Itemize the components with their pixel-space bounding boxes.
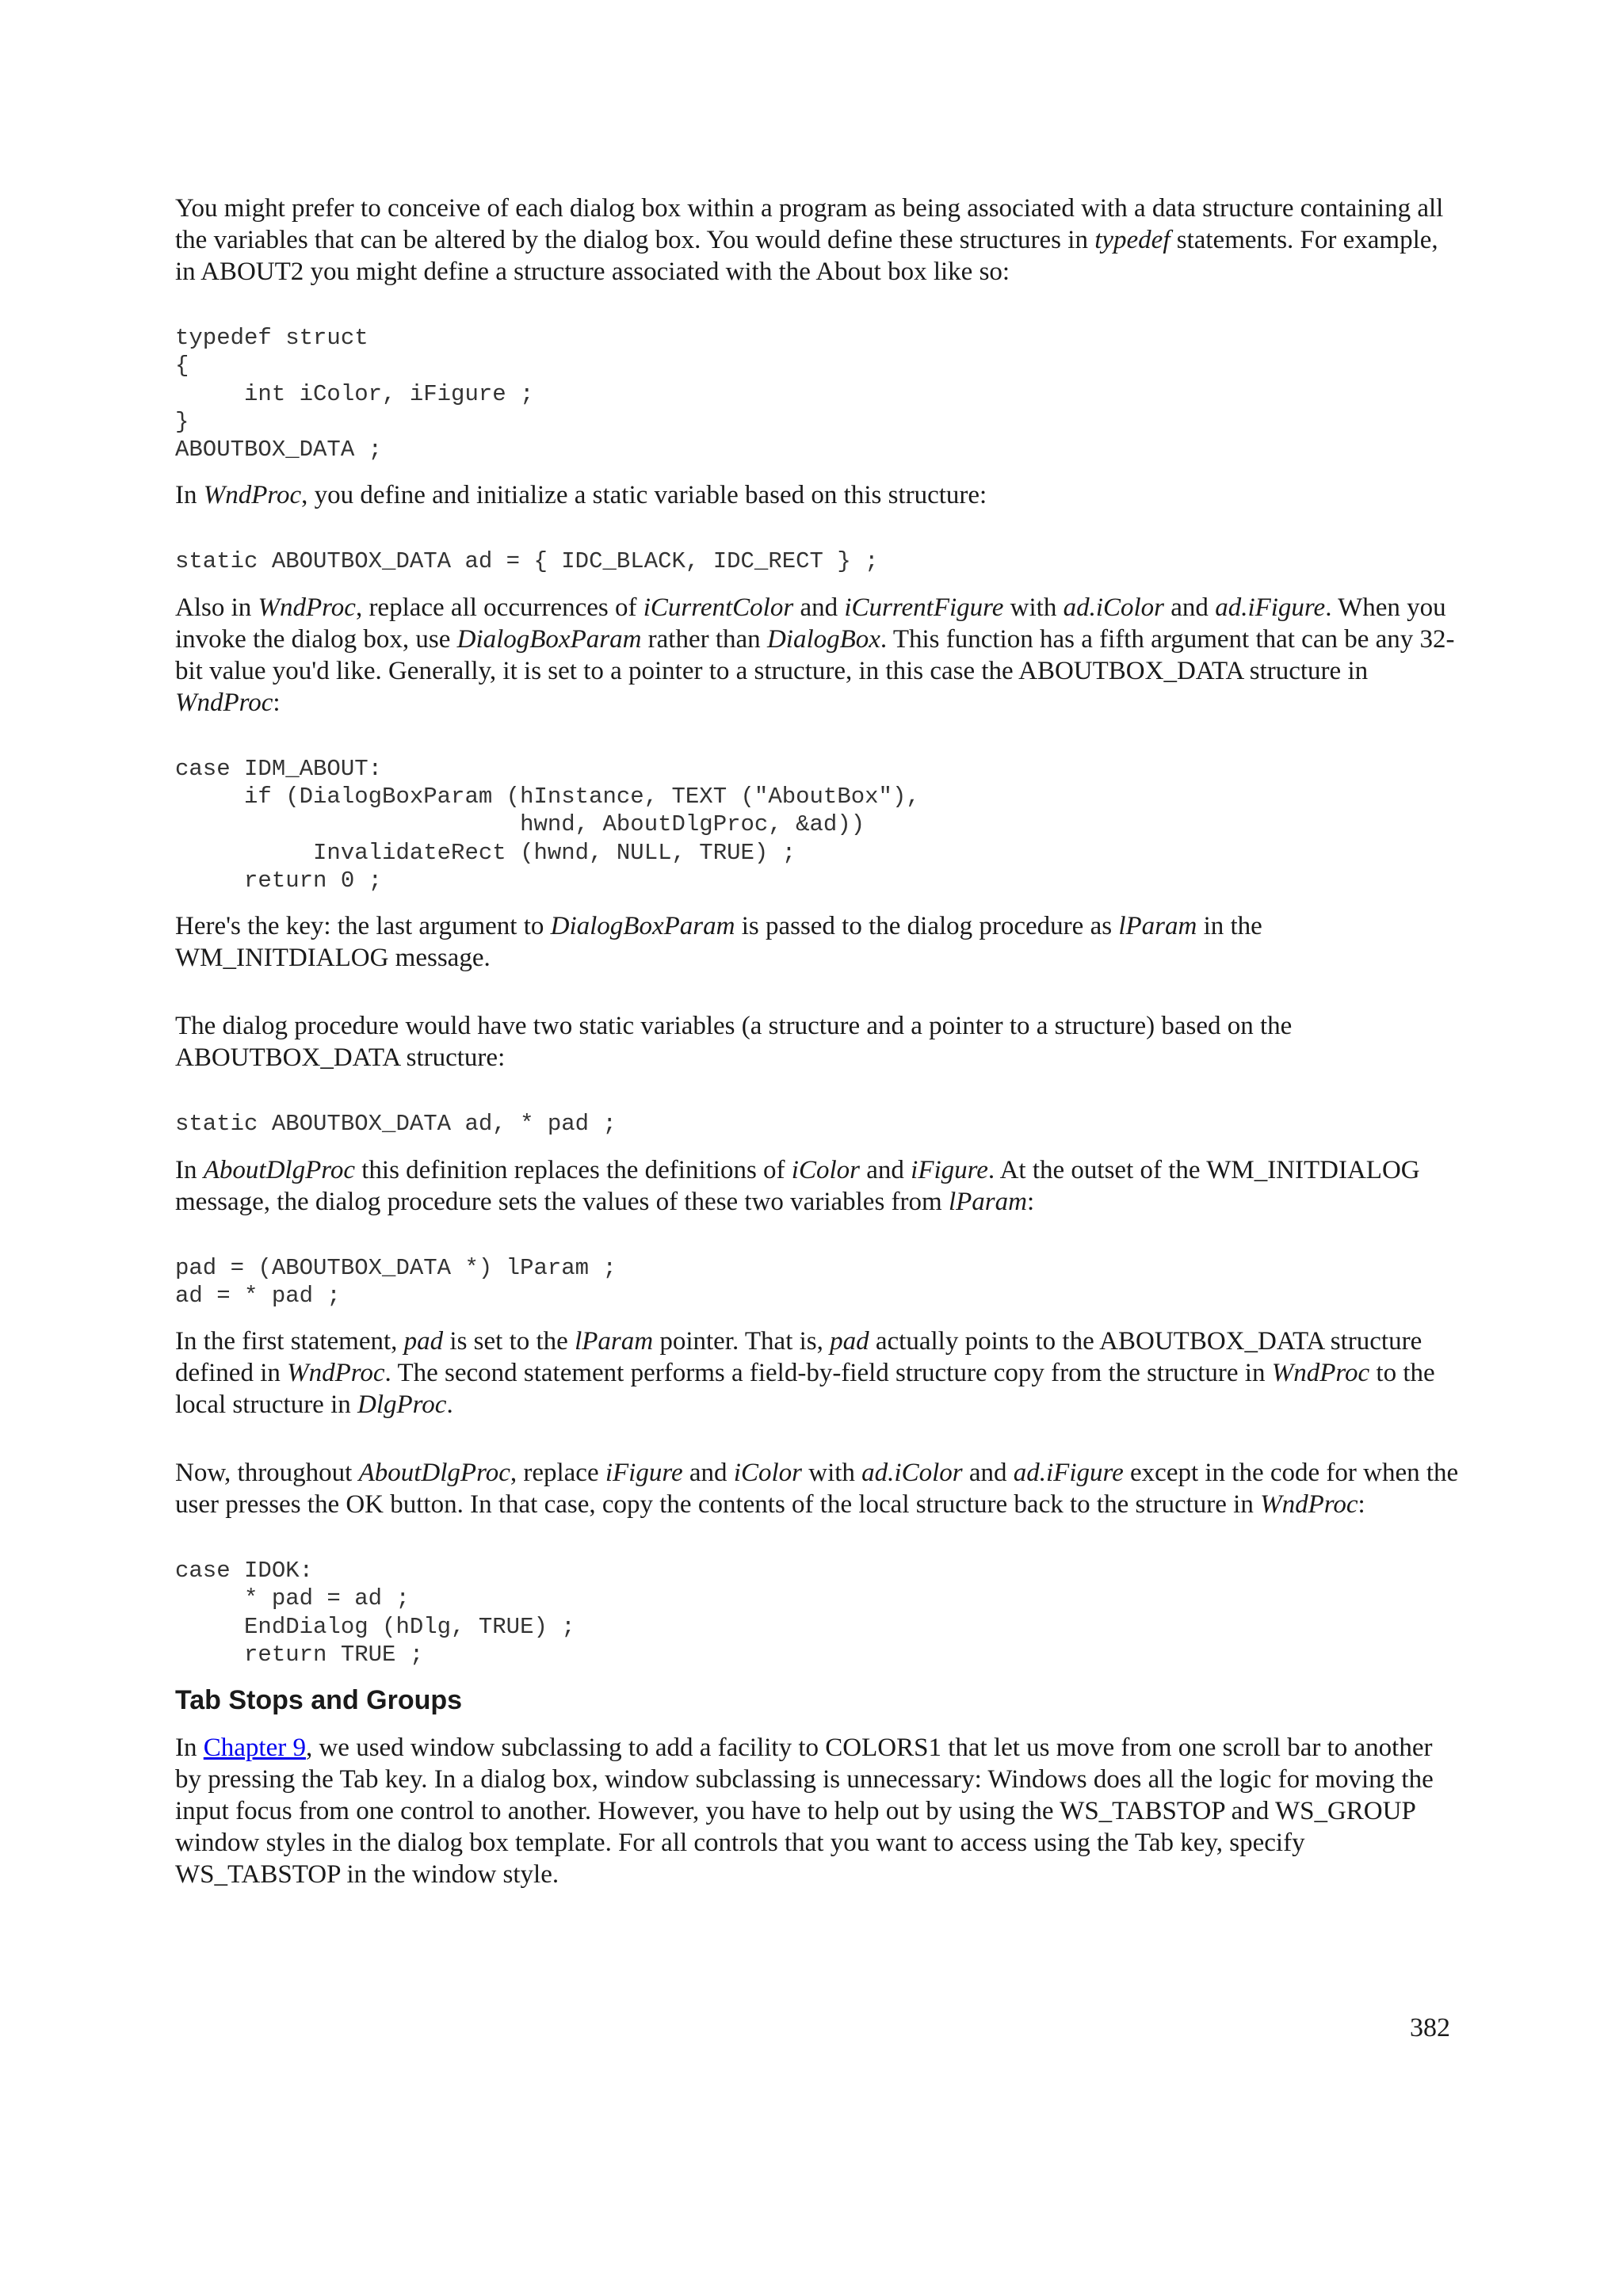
code-case-idm-about: case IDM_ABOUT: if (DialogBoxParam (hInstance, TEXT ("AboutBox"), hwnd, AboutDlgProc, &ad)) InvalidateRect (hwnd, NULL, TRUE) ; return 0 ;: [175, 755, 920, 894]
code-static-ad: static ABOUTBOX_DATA ad = { IDC_BLACK, IDC_RECT } ;: [175, 548, 879, 575]
code-pad-assignment: pad = (ABOUTBOX_DATA *) lParam ; ad = * pad ;: [175, 1254, 617, 1309]
paragraph-two-static-variables: The dialog procedure would have two static variables (a structure and a pointer to a structure) based on the ABOUTBOX_DATA structure:: [175, 1012, 1293, 1073]
code-static-ad-pad: static ABOUTBOX_DATA ad, * pad ;: [175, 1111, 617, 1138]
page-number: 382: [1410, 2013, 1450, 2042]
code-typedef-struct: typedef struct { int iColor, iFigure ; } ABOUTBOX_DATA ;: [175, 325, 534, 463]
paragraph-first-statement: In the first statement, pad is set to the lParam pointer. That is, pad actually points to the ABOUTBOX_DATA structure defined in WndProc. The second statement performs a field-by-field structure copy from the structure in WndProc to the local structure in DlgProc.: [175, 1327, 1435, 1420]
code-case-idok: case IDOK: * pad = ad ; EndDialog (hDlg, TRUE) ; return TRUE ;: [175, 1558, 575, 1669]
paragraph-dialogboxparam: Also in WndProc, replace all occurrences of iCurrentColor and iCurrentFigure with ad.iColor and ad.iFigure. When you invoke the dialog box, use DialogBoxParam rather than DialogBox. This function has a fifth argument that can be any 32-bit value you'd like. Generally, it is set to a pointer to a structure, in this case the ABOUTBOX_DATA structure in WndProc:: [175, 593, 1455, 717]
paragraph-tab-stops: In Chapter 9, we used window subclassing to add a facility to COLORS1 that let us move from one scroll bar to another by pressing the Tab key. In a dialog box, window subclassing is unnecessary: Windows does all the logic for moving the input focus from one control to another. However, you have to help out by using the WS_TABSTOP and WS_GROUP window styles in the dialog box template. For all controls that you want to access using the Tab key, specify WS_TABSTOP in the window style.: [175, 1733, 1434, 1890]
chapter-9-link[interactable]: Chapter 9: [203, 1733, 306, 1763]
paragraph-aboutdlgproc-definition: In AboutDlgProc this definition replaces the definitions of iColor and iFigure. At the outset of the WM_INITDIALOG message, the dialog procedure sets the values of these two variables from lParam:: [175, 1155, 1420, 1216]
paragraph-structures-intro: You might prefer to conceive of each dialog box within a program as being associated with a data structure containing all the variables that can be altered by the dialog box. You would define these structures in typedef statements. For example, in ABOUT2 you might define a structure associated with the About box like so:: [175, 194, 1444, 286]
section-heading: Tab Stops and Groups: [175, 1685, 463, 1716]
paragraph-ok-button-copy: Now, throughout AboutDlgProc, replace iFigure and iColor with ad.iColor and ad.iFigure except in the code for when the user presses the OK button. In that case, copy the contents of the local structure back to the structure in WndProc:: [175, 1459, 1459, 1520]
page-content: [175, 193, 1459, 1890]
paragraph-wndproc-static: In WndProc, you define and initialize a static variable based on this structure:: [175, 481, 987, 510]
paragraph-key-lparam: Here's the key: the last argument to DialogBoxParam is passed to the dialog procedure as lParam in the WM_INITDIALOG message.: [175, 912, 1262, 973]
